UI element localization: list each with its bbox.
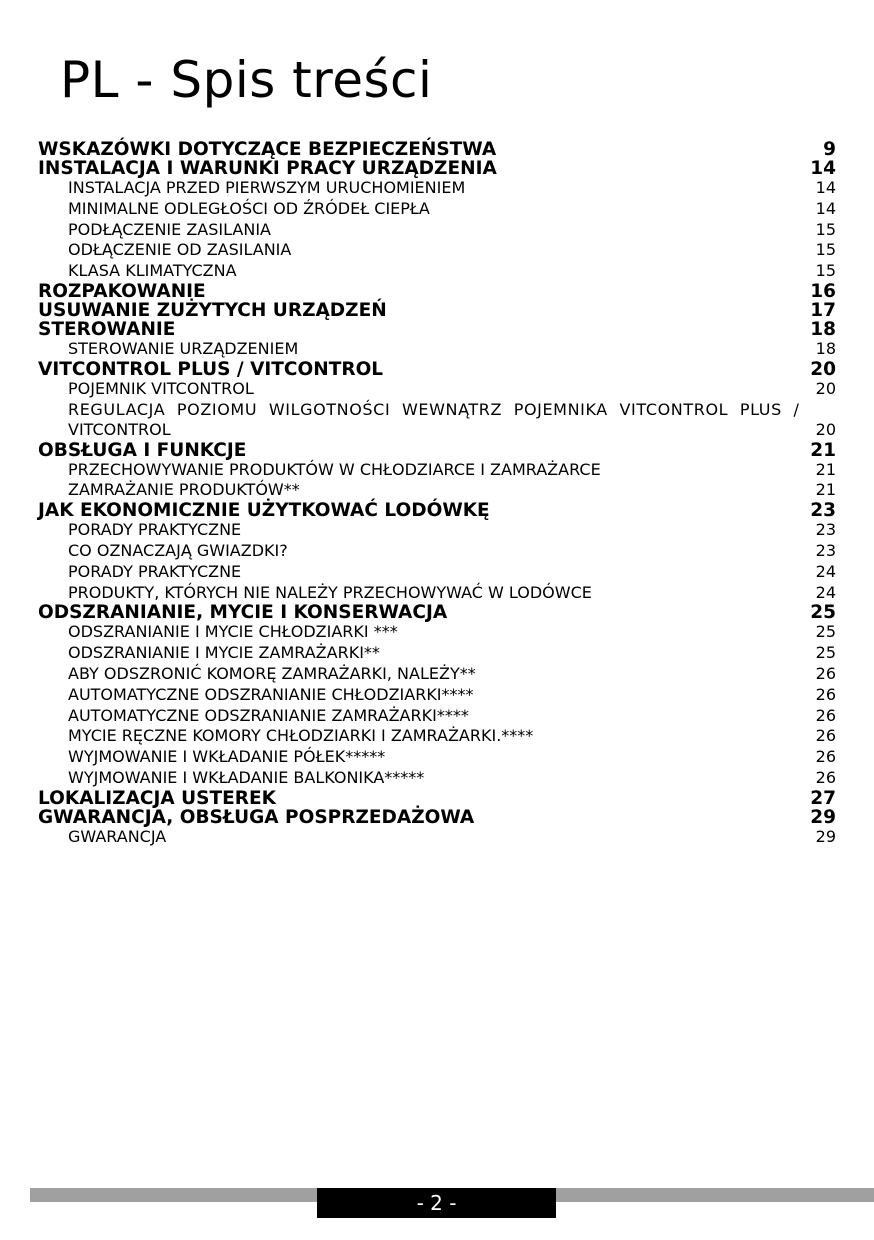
toc-entry-title: STEROWANIE — [38, 318, 176, 340]
toc-subentry-page: 24 — [815, 561, 836, 581]
toc-subentry — [38, 622, 836, 643]
toc-subentry — [38, 460, 836, 481]
toc-subentry-page: 15 — [815, 240, 836, 260]
toc-entry-title: VITCONTROL PLUS / VITCONTROL — [38, 358, 384, 380]
toc-subentry — [38, 199, 836, 220]
toc-entry-title: USUWANIE ZUŻYTYCH URZĄDZEŃ — [38, 299, 387, 321]
toc-entry — [38, 159, 836, 178]
toc-subentry-page: 21 — [815, 459, 836, 479]
toc-subentry-page: 26 — [815, 663, 836, 683]
toc-subentry-title: GWARANCJA — [68, 826, 167, 846]
toc-subentry-title: MYCIE RĘCZNE KOMORY CHŁODZIARKI I ZAMRAŻARKI.**** — [68, 726, 534, 746]
toc-entry-page: 18 — [810, 318, 836, 340]
toc-subentry-title: PORADY PRAKTYCZNE — [68, 520, 242, 540]
page-title: PL - Spis treści — [60, 51, 433, 109]
toc-subentry — [38, 827, 836, 848]
toc-subentry-title: ODSZRANIANIE I MYCIE CHŁODZIARKI *** — [68, 622, 398, 642]
toc-entry-page: 21 — [810, 439, 836, 461]
toc-subentry — [38, 685, 836, 706]
toc-subentry-title: ZAMRAŻANIE PRODUKTÓW** — [68, 480, 300, 500]
toc-subentry — [38, 541, 836, 562]
toc-subentry-title: AUTOMATYCZNE ODSZRANIANIE ZAMRAŻARKI**** — [68, 705, 469, 725]
toc-entry — [38, 808, 836, 827]
toc-subentry — [38, 240, 836, 261]
toc-subentry-page: 25 — [815, 622, 836, 642]
toc-subentry-page: 25 — [815, 643, 836, 663]
toc-entry-page: 27 — [810, 787, 836, 809]
toc-entry-title: LOKALIZACJA USTEREK — [38, 787, 276, 809]
toc-subentry — [38, 643, 836, 664]
toc-subentry-title: STEROWANIE URZĄDZENIEM — [68, 338, 299, 358]
toc-subentry — [38, 706, 836, 727]
toc-subentry-page: 20 — [815, 420, 836, 440]
toc-entry-page: 9 — [823, 139, 836, 160]
toc-subentry-page: 24 — [815, 582, 836, 602]
toc-subentry-title: ODSZRANIANIE I MYCIE ZAMRAŻARKI** — [68, 643, 380, 663]
toc-entry — [38, 501, 836, 520]
toc-subentry-title: PRZECHOWYWANIE PRODUKTÓW W CHŁODZIARCE I ZAMRAŻARCE — [68, 459, 601, 479]
toc-subentry — [38, 339, 836, 360]
toc-entry-page: 25 — [810, 602, 836, 624]
toc-subentry — [38, 480, 836, 501]
toc-entry — [38, 360, 836, 379]
toc-subentry — [38, 562, 836, 583]
toc-subentry — [38, 664, 836, 685]
toc-subentry — [38, 583, 836, 604]
toc-entry — [38, 301, 836, 320]
toc-subentry-page: 18 — [815, 338, 836, 358]
toc-subentry-title: PODŁĄCZENIE ZASILANIA — [68, 219, 271, 239]
toc-subentry-page: 23 — [815, 540, 836, 560]
toc-subentry-title: PRODUKTY, KTÓRYCH NIE NALEŻY PRZECHOWYWAĆ W LODÓWCE — [68, 582, 592, 602]
toc-entry — [38, 603, 836, 622]
toc-subentry — [38, 520, 836, 541]
toc-subentry — [38, 261, 836, 282]
toc-subentry-title: WYJMOWANIE I WKŁADANIE PÓŁEK***** — [68, 747, 386, 767]
toc-subentry-title-line1: REGULACJA POZIOMU WILGOTNOŚCI WEWNĄTRZ POJEMNIKA VITCONTROL PLUS / — [68, 399, 800, 419]
toc-subentry — [38, 178, 836, 199]
toc-subentry-title: MINIMALNE ODLEGŁOŚCI OD ŹRÓDEŁ CIEPŁA — [68, 198, 430, 218]
toc-subentry-title: PORADY PRAKTYCZNE — [68, 561, 242, 581]
toc-subentry-title: CO OZNACZAJĄ GWIAZDKI? — [68, 540, 288, 560]
toc-entry-title: INSTALACJA I WARUNKI PRACY URZĄDZENIA — [38, 158, 497, 179]
toc-subentry — [38, 379, 836, 400]
toc-entry — [38, 282, 836, 301]
toc-entry — [38, 789, 836, 808]
toc-subentry-title-line2: VITCONTROL — [68, 420, 171, 440]
toc-subentry-title: WYJMOWANIE I WKŁADANIE BALKONIKA***** — [68, 767, 425, 787]
toc-entry-page: 14 — [810, 158, 836, 179]
toc-entry-page: 17 — [810, 299, 836, 321]
toc-entry-title: GWARANCJA, OBSŁUGA POSPRZEDAŻOWA — [38, 806, 475, 828]
toc-subentry-page: 15 — [815, 261, 836, 281]
toc-subentry-title: KLASA KLIMATYCZNA — [68, 261, 237, 281]
toc-subentry-page: 26 — [815, 767, 836, 787]
toc-subentry-page: 14 — [815, 198, 836, 218]
toc-subentry — [38, 768, 836, 789]
toc-entry-page: 23 — [810, 500, 836, 522]
toc-subentry — [38, 220, 836, 241]
toc-subentry-page: 29 — [815, 826, 836, 846]
toc-subentry-page: 15 — [815, 219, 836, 239]
toc-subentry-wrapped — [38, 400, 836, 441]
toc-subentry-page: 21 — [815, 480, 836, 500]
toc-subentry — [38, 747, 836, 768]
toc-entry-page: 20 — [810, 358, 836, 380]
toc-entry — [38, 140, 836, 159]
toc-subentry-page: 23 — [815, 520, 836, 540]
toc-entry-title: ODSZRANIANIE, MYCIE I KONSERWACJA — [38, 602, 448, 624]
toc-entry — [38, 441, 836, 460]
toc-entry-page: 29 — [810, 806, 836, 828]
toc-subentry-page: 26 — [815, 684, 836, 704]
toc-subentry — [38, 726, 836, 747]
toc-entry — [38, 320, 836, 339]
toc-subentry-title: POJEMNIK VITCONTROL — [68, 378, 254, 398]
toc-entry-title: JAK EKONOMICZNIE UŻYTKOWAĆ LODÓWKĘ — [38, 500, 490, 522]
toc-subentry-page: 26 — [815, 705, 836, 725]
toc-subentry-title: ABY ODSZRONIĆ KOMORĘ ZAMRAŻARKI, NALEŻY** — [68, 663, 476, 683]
toc-subentry-page: 26 — [815, 726, 836, 746]
page-number: - 2 - — [317, 1188, 556, 1218]
table-of-contents — [38, 140, 836, 848]
toc-subentry-title: ODŁĄCZENIE OD ZASILANIA — [68, 240, 292, 260]
toc-subentry-title: AUTOMATYCZNE ODSZRANIANIE CHŁODZIARKI**** — [68, 684, 474, 704]
toc-subentry-title: INSTALACJA PRZED PIERWSZYM URUCHOMIENIEM — [68, 178, 466, 197]
toc-entry-page: 16 — [810, 280, 836, 302]
toc-subentry-page: 26 — [815, 747, 836, 767]
toc-subentry-page: 14 — [815, 178, 836, 197]
toc-entry-title: OBSŁUGA I FUNKCJE — [38, 439, 247, 461]
toc-entry-title: ROZPAKOWANIE — [38, 280, 206, 302]
toc-entry-title: WSKAZÓWKI DOTYCZĄCE BEZPIECZEŃSTWA — [38, 139, 497, 160]
toc-subentry-page: 20 — [815, 378, 836, 398]
